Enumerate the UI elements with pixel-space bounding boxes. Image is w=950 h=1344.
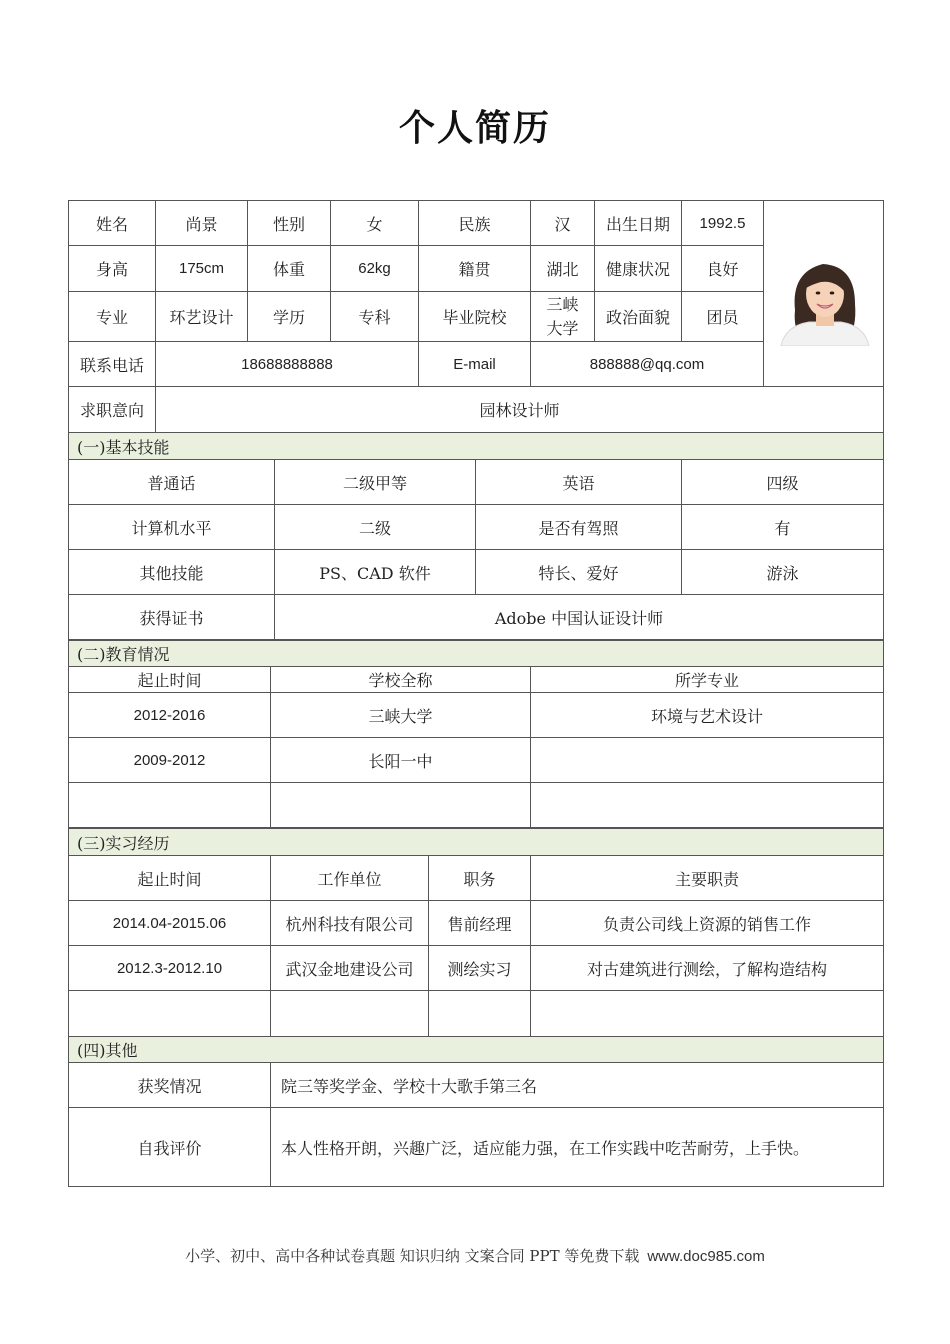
gender-label: 性别 [248, 201, 331, 246]
ethnicity-value: 汉 [531, 201, 595, 246]
intern-period: 2014.04-2015.06 [69, 901, 271, 946]
internship-table [68, 828, 884, 1037]
edu-school [271, 783, 531, 828]
education-heading: (二)教育情况 [69, 641, 884, 667]
page-title: 个人简历 [398, 107, 551, 149]
skill-value: PS、CAD 软件 [275, 550, 476, 595]
health-label: 健康状况 [595, 246, 682, 292]
internship-heading: (三)实习经历 [69, 829, 884, 856]
edu-period: 2009-2012 [69, 738, 271, 783]
school-value: 三峡大学 [531, 292, 595, 342]
edu-major [531, 738, 884, 783]
gender-value: 女 [331, 201, 419, 246]
health-value: 良好 [682, 246, 764, 292]
intern-position [429, 991, 531, 1037]
edu-major: 环境与艺术设计 [531, 693, 884, 738]
cert-value: Adobe 中国认证设计师 [275, 595, 884, 640]
skill-value: 二级 [275, 505, 476, 550]
edu-period [69, 783, 271, 828]
self-eval-label: 自我评价 [69, 1108, 271, 1187]
skills-heading: (一)基本技能 [69, 433, 884, 460]
personal-info-table [68, 200, 884, 433]
intern-company [271, 991, 429, 1037]
native-label: 籍贯 [419, 246, 531, 292]
edu-period: 2012-2016 [69, 693, 271, 738]
height-value: 175cm [156, 246, 248, 292]
intern-company: 武汉金地建设公司 [271, 946, 429, 991]
name-label: 姓名 [69, 201, 156, 246]
column-header: 职务 [429, 856, 531, 901]
column-header: 所学专业 [531, 667, 884, 693]
column-header: 学校全称 [271, 667, 531, 693]
skill-value: 四级 [682, 460, 884, 505]
phone-label: 联系电话 [69, 342, 156, 387]
skill-label: 普通话 [69, 460, 275, 505]
column-header: 主要职责 [531, 856, 884, 901]
intent-value: 园林设计师 [156, 387, 884, 433]
footer-text: 小学、初中、高中各种试卷真题 知识归纳 文案合同 PPT 等免费下载 [185, 1247, 640, 1265]
major-value: 环艺设计 [156, 292, 248, 342]
degree-label: 学历 [248, 292, 331, 342]
edu-school: 三峡大学 [271, 693, 531, 738]
skills-table [68, 432, 884, 640]
awards-label: 获奖情况 [69, 1063, 271, 1108]
intern-duty [531, 991, 884, 1037]
native-value: 湖北 [531, 246, 595, 292]
self-eval-value: 本人性格开朗，兴趣广泛，适应能力强，在工作实践中吃苦耐劳，上手快。 [271, 1108, 884, 1187]
skill-label: 是否有驾照 [476, 505, 682, 550]
skill-value: 二级甲等 [275, 460, 476, 505]
skill-value: 游泳 [682, 550, 884, 595]
political-value: 团员 [682, 292, 764, 342]
intern-period: 2012.3-2012.10 [69, 946, 271, 991]
intent-label: 求职意向 [69, 387, 156, 433]
birth-value: 1992.5 [682, 201, 764, 246]
cert-label: 获得证书 [69, 595, 275, 640]
edu-school: 长阳一中 [271, 738, 531, 783]
phone-value: 18688888888 [156, 342, 419, 387]
school-label: 毕业院校 [419, 292, 531, 342]
intern-duty: 对古建筑进行测绘，了解构造结构 [531, 946, 884, 991]
awards-value: 院三等奖学金、学校十大歌手第三名 [271, 1063, 884, 1108]
intern-position: 测绘实习 [429, 946, 531, 991]
other-table [68, 1036, 884, 1187]
email-label: E-mail [419, 342, 531, 387]
intern-duty: 负责公司线上资源的销售工作 [531, 901, 884, 946]
profile-photo [773, 242, 875, 346]
intern-company: 杭州科技有限公司 [271, 901, 429, 946]
edu-major [531, 783, 884, 828]
photo-cell [764, 201, 884, 387]
skill-label: 英语 [476, 460, 682, 505]
weight-label: 体重 [248, 246, 331, 292]
weight-value: 62kg [331, 246, 419, 292]
height-label: 身高 [69, 246, 156, 292]
education-table [68, 640, 884, 828]
political-label: 政治面貌 [595, 292, 682, 342]
intern-position: 售前经理 [429, 901, 531, 946]
footer [0, 1245, 950, 1266]
intern-period [69, 991, 271, 1037]
other-heading: (四)其他 [69, 1037, 884, 1063]
column-header: 起止时间 [69, 856, 271, 901]
skill-label: 其他技能 [69, 550, 275, 595]
skill-value: 有 [682, 505, 884, 550]
major-label: 专业 [69, 292, 156, 342]
ethnicity-label: 民族 [419, 201, 531, 246]
degree-value: 专科 [331, 292, 419, 342]
email-value: 888888@qq.com [531, 342, 764, 387]
skill-label: 特长、爱好 [476, 550, 682, 595]
footer-link[interactable]: www.doc985.com [647, 1248, 765, 1265]
name-value: 尚景 [156, 201, 248, 246]
skill-label: 计算机水平 [69, 505, 275, 550]
birth-label: 出生日期 [595, 201, 682, 246]
column-header: 起止时间 [69, 667, 271, 693]
column-header: 工作单位 [271, 856, 429, 901]
